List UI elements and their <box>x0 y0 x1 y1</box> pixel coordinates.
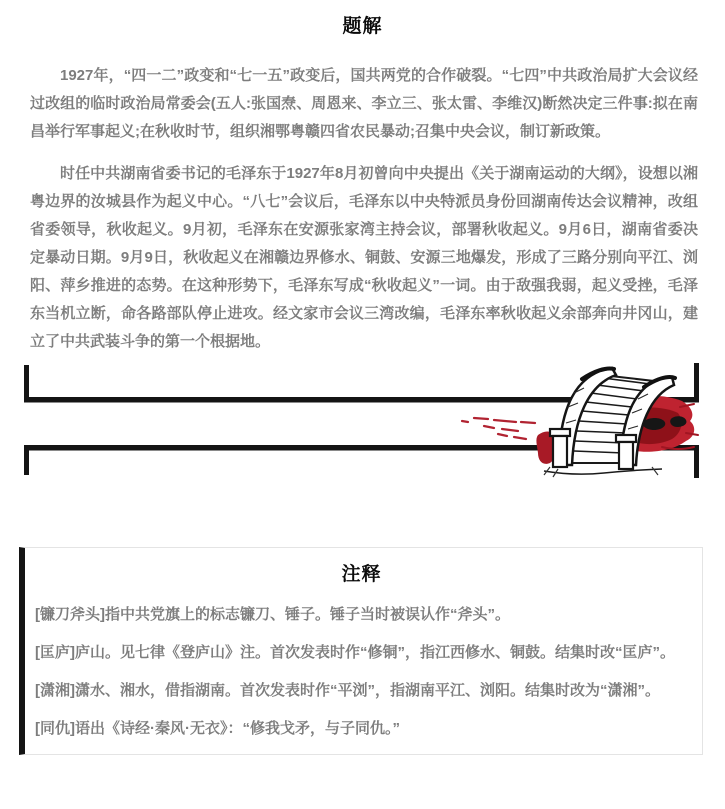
tijie-body <box>30 62 698 356</box>
note-item-tong-chou: [同仇]语出《诗经·秦风·无衣》：“修我戈矛，与子同仇。” <box>35 720 400 737</box>
note-item-kuang-lu: [匡庐]庐山。见七律《登庐山》注。首次发表时作“修铜”，指江西修水、铜鼓。结集时改“匡庐”。 <box>35 644 675 661</box>
tijie-paragraph-2: 时任中共湖南省委书记的毛泽东于1927年8月初曾向中央提出《关于湖南运动的大纲》，设想以湘粤边界的汝城县作为起义中心。“八七”会议后，毛泽东以中央特派员身份回湖南传达会议精神，改组省委领导，秋收起义。9月初，毛泽东在安源张家湾主持会议，部署秋收起义。9月6日，湖南省委决定暴动日期。9月9日，秋收起义在湘赣边界修水、铜鼓、安源三地爆发，形成了三路分别向平江、浏阳、萍乡推进的态势。在这种形势下，毛泽东写成“秋收起义”一词。由于敌强我弱，起义受挫，毛泽东当机立断，命各路部队停止进攻。经文家市会议三湾改编，毛泽东率秋收起义余部奔向井冈山，建立了中共武装斗争的第一个根据地。 <box>30 165 698 350</box>
notes-box <box>19 547 703 755</box>
note-item-lian-dao-fu-tou: [镰刀斧头]指中共党旗上的标志镰刀、锤子。锤子当时被误认作“斧头”。 <box>35 606 510 623</box>
notes-section-title: 注释 <box>341 564 382 585</box>
tijie-section-title: 题解 <box>342 16 383 37</box>
tijie-section <box>0 14 725 370</box>
bridge-illustration-svg <box>22 363 701 480</box>
bridge-blood-illustration <box>22 363 701 480</box>
tijie-paragraph-1: 1927年，“四一二”政变和“七一五”政变后，国共两党的合作破裂。“七四”中共政治局扩大会议经过改组的临时政治局常委会(五人:张国焘、周恩来、李立三、张太雷、李维汉)断然决定三件事:拟在南昌举行军事起义;在秋收时节，组织湘鄂粤赣四省农民暴动;召集中央会议，制订新政策。 <box>30 67 698 140</box>
note-item-xiao-xiang: [潇湘]潇水、湘水，借指湖南。首次发表时作“平浏”，指湖南平江、浏阳。结集时改为“潇湘”。 <box>35 682 660 699</box>
